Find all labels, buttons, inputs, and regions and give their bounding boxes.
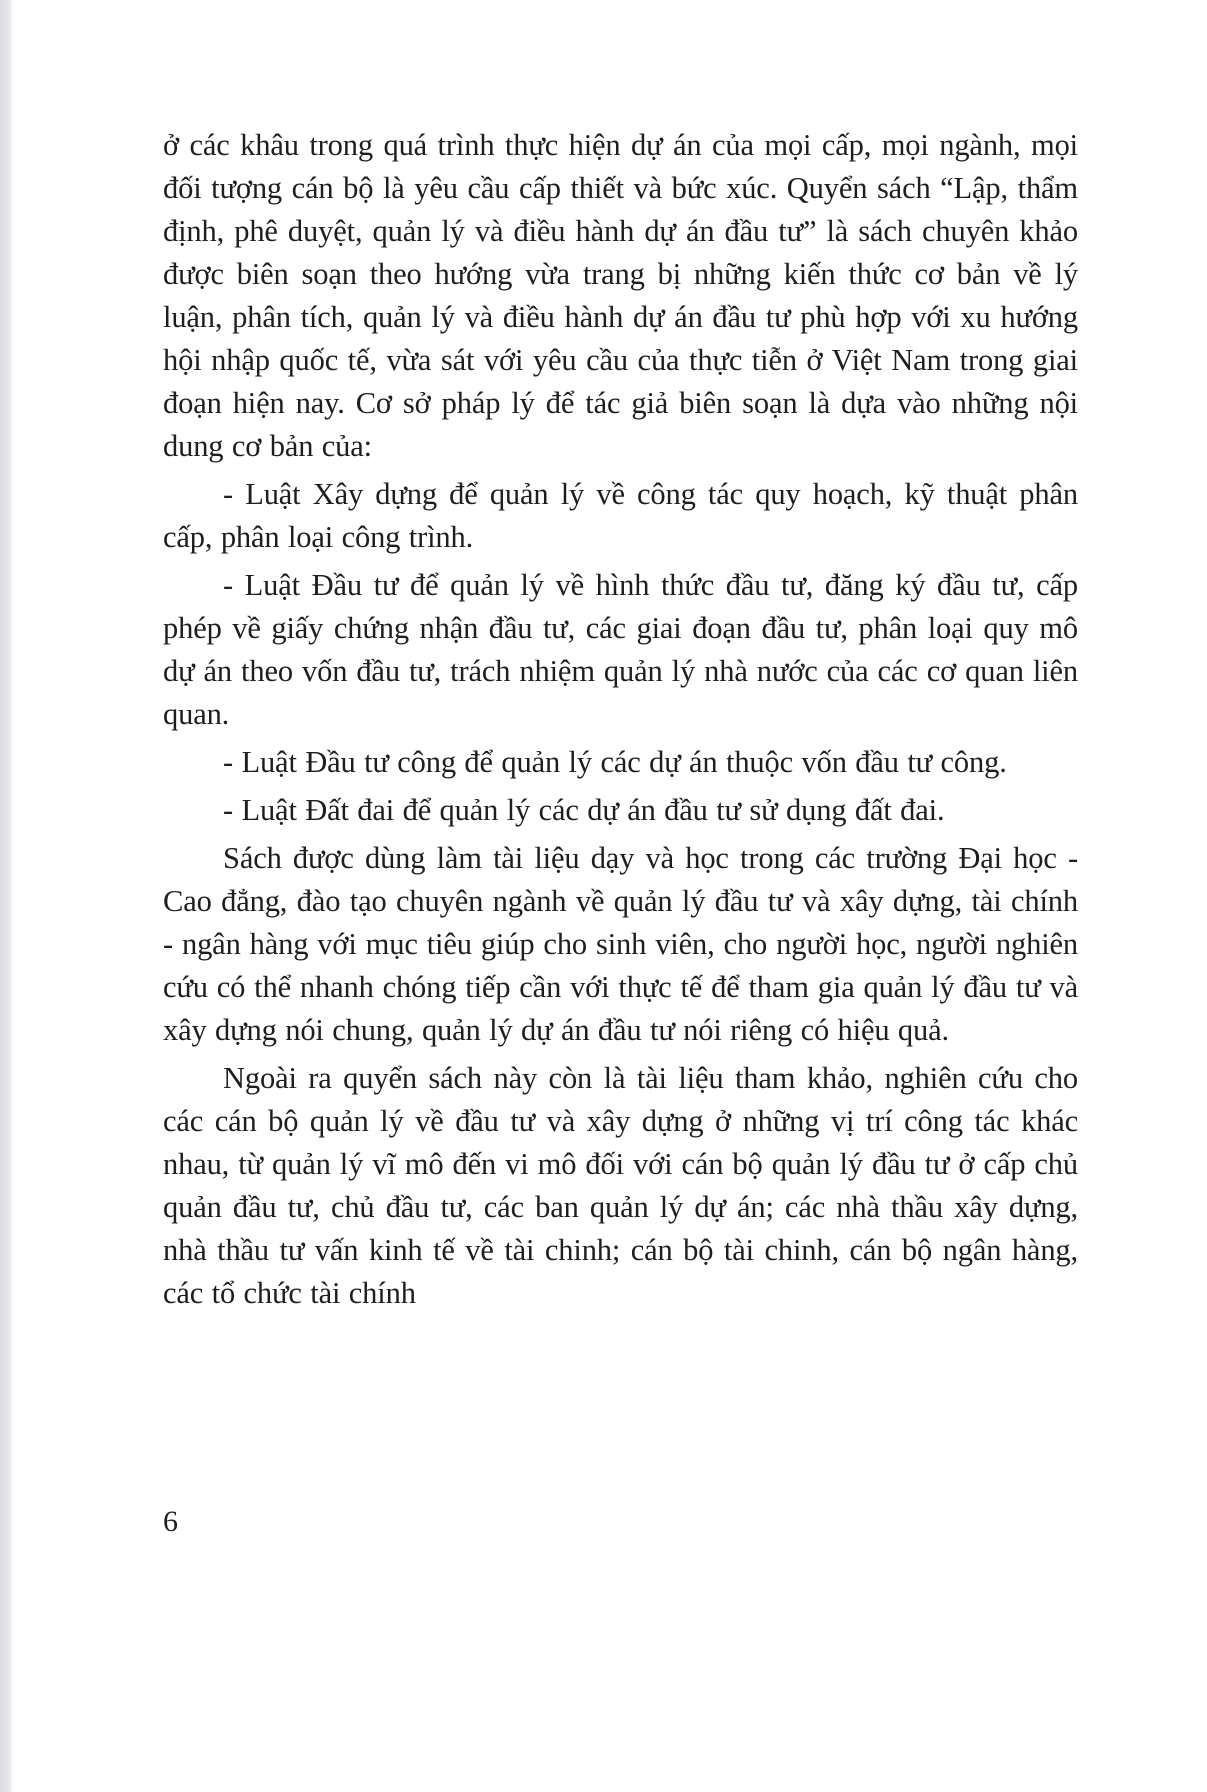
list-item-construction-law: - Luật Xây dựng để quản lý về công tác quy hoạch, kỹ thuật phân cấp, phân loại công trình. — [163, 477, 1078, 554]
list-item-public-investment-law: - Luật Đầu tư công để quản lý các dự án thuộc vốn đầu tư công. — [223, 745, 1007, 779]
paragraph-usage: Sách được dùng làm tài liệu dạy và học trong các trường Đại học - Cao đẳng, đào tạo chuyên ngành về quản lý đầu tư và xây dựng, tài chính - ngân hàng với mục tiêu giúp cho sinh viên, cho người học, người nghiên cứu có thể nhanh chóng tiếp cần với thực tế để tham gia quản lý đầu tư và xây dựng nói chung, quản lý dự án đầu tư nói riêng có hiệu quả. — [163, 841, 1078, 1047]
paragraph-intro: ở các khâu trong quá trình thực hiện dự án của mọi cấp, mọi ngành, mọi đối tượng cán bộ là yêu cầu cấp thiết và bức xúc. Quyển sách “Lập, thẩm định, phê duyệt, quản lý và điều hành dự án đầu tư” là sách chuyên khảo được biên soạn theo hướng vừa trang bị những kiến thức cơ bản về lý luận, phân tích, quản lý và điều hành dự án đầu tư phù hợp với xu hướng hội nhập quốc tế, vừa sát với yêu cầu của thực tiễn ở Việt Nam trong giai đoạn hiện nay. Cơ sở pháp lý để tác giả biên soạn là dựa vào những nội dung cơ bản của: — [163, 128, 1078, 463]
viewer-left-edge — [0, 0, 12, 1792]
list-item-land-law: - Luật Đất đai để quản lý các dự án đầu tư sử dụng đất đai. — [223, 793, 945, 827]
list-item-investment-law: - Luật Đầu tư để quản lý về hình thức đầu tư, đăng ký đầu tư, cấp phép về giấy chứng nhận đầu tư, các giai đoạn đầu tư, phân loại quy mô dự án theo vốn đầu tư, trách nhiệm quản lý nhà nước của các cơ quan liên quan. — [163, 568, 1078, 731]
page-number: 6 — [163, 1505, 178, 1538]
paragraph-reference: Ngoài ra quyển sách này còn là tài liệu tham khảo, nghiên cứu cho các cán bộ quản lý về đầu tư và xây dựng ở những vị trí công tác khác nhau, từ quản lý vĩ mô đến vi mô đối với cán bộ quản lý đầu tư ở cấp chủ quản đầu tư, chủ đầu tư, các ban quản lý dự án; các nhà thầu xây dựng, nhà thầu tư vấn kinh tế về tài chinh; cán bộ tài chinh, cán bộ ngân hàng, các tổ chức tài chính — [163, 1061, 1078, 1310]
book-page-body — [163, 124, 1078, 1320]
